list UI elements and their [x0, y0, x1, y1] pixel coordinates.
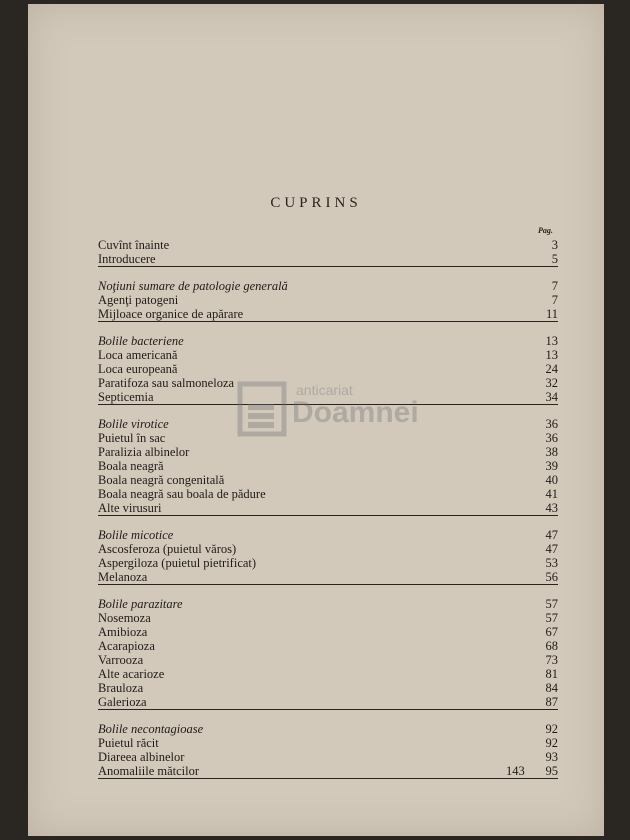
toc-entry-page: 38: [545, 445, 558, 459]
toc-entry-page: 57: [545, 597, 558, 611]
toc-entry-label: Puietul răcit: [98, 736, 159, 750]
toc-entry-page: 39: [545, 459, 558, 473]
toc-entry-label: Anomaliile mătcilor: [98, 764, 200, 778]
section-gap: [98, 585, 558, 597]
toc-section: [98, 417, 558, 516]
toc-chapter-heading: [98, 334, 558, 348]
toc-entry: [98, 681, 558, 695]
toc-entry: [98, 293, 558, 307]
toc-entry-page: 87: [545, 695, 558, 709]
toc-entry: [98, 459, 558, 473]
toc-entry-page: 92: [545, 722, 558, 736]
toc-entry: [98, 501, 558, 516]
toc-entry-page: 24: [545, 362, 558, 376]
toc-entry: [98, 445, 558, 459]
toc-entry-label: Bolile bacteriene: [98, 334, 184, 348]
toc-section: [98, 722, 558, 779]
section-gap: [98, 267, 558, 279]
toc-entry: [98, 736, 558, 750]
toc-section: [98, 334, 558, 405]
toc-entry-label: Mijloace organice de apărare: [98, 307, 244, 321]
toc-entry-label: Aspergiloza (puietul pietrificat): [98, 556, 257, 570]
toc-entry-page: 53: [545, 556, 558, 570]
toc-entry-label: Bolile micotice: [98, 528, 174, 542]
toc-entry-label: Boala neagră congenitală: [98, 473, 225, 487]
toc-entry-label: Loca americană: [98, 348, 178, 362]
toc-entry-page: 41: [545, 487, 558, 501]
toc-entry-label: Brauloza: [98, 681, 144, 695]
toc-entry-label: Varrooza: [98, 653, 144, 667]
toc-chapter-heading: [98, 597, 558, 611]
toc-entry-page: 36: [545, 417, 558, 431]
toc-entry: [98, 556, 558, 570]
toc-entry-page: 34: [545, 390, 558, 404]
toc-entry-page: 57: [545, 611, 558, 625]
toc-entry-page: 3: [551, 238, 558, 252]
toc-entry-label: Septicemia: [98, 390, 154, 404]
toc-entry: [98, 667, 558, 681]
toc-entry-page: 56: [545, 570, 558, 584]
toc-entry-page: 40: [545, 473, 558, 487]
toc-entry-label: Introducere: [98, 252, 156, 266]
toc-entry: [98, 487, 558, 501]
toc-entry-label: Noţiuni sumare de patologie generală: [98, 279, 288, 293]
toc-entry-page: 47: [545, 542, 558, 556]
toc-entry: [98, 252, 558, 267]
toc-entry-page: 81: [545, 667, 558, 681]
toc-entry-page: 84: [545, 681, 558, 695]
toc-entry-label: Nosemoza: [98, 611, 151, 625]
book-page: [28, 4, 604, 836]
toc-entry: [98, 611, 558, 625]
section-gap: [98, 405, 558, 417]
table-of-contents: [98, 238, 558, 779]
toc-entry-page: 92: [545, 736, 558, 750]
section-gap: [98, 710, 558, 722]
toc-entry-label: Galerioza: [98, 695, 147, 709]
toc-entry-label: Melanoza: [98, 570, 148, 584]
toc-entry-page: 68: [545, 639, 558, 653]
toc-entry-label: Diareea albinelor: [98, 750, 185, 764]
toc-entry: [98, 238, 558, 252]
toc-entry-label: Agenţi patogeni: [98, 293, 179, 307]
toc-entry-label: Loca europeană: [98, 362, 178, 376]
toc-entry-page: 5: [551, 252, 558, 266]
section-gap: [98, 322, 558, 334]
toc-entry-page: 95: [545, 764, 558, 778]
toc-entry-page: 47: [545, 528, 558, 542]
toc-section: [98, 597, 558, 710]
toc-entry-label: Cuvînt înainte: [98, 238, 170, 252]
toc-entry: [98, 348, 558, 362]
toc-entry-label: Paralizia albinelor: [98, 445, 190, 459]
toc-entry-page: 43: [545, 501, 558, 515]
toc-entry-label: Boala neagră sau boala de pădure: [98, 487, 266, 501]
toc-entry: [98, 376, 558, 390]
toc-entry: [98, 625, 558, 639]
toc-section: [98, 238, 558, 267]
toc-entry: [98, 390, 558, 405]
toc-section: [98, 279, 558, 322]
section-gap: [98, 516, 558, 528]
toc-entry: [98, 750, 558, 764]
toc-entry-label: Bolile parazitare: [98, 597, 183, 611]
toc-entry: [98, 431, 558, 445]
toc-chapter-heading: [98, 722, 558, 736]
toc-chapter-heading: [98, 528, 558, 542]
toc-entry-page: 36: [545, 431, 558, 445]
watermark-big-text: Doamnei: [292, 396, 419, 429]
toc-entry-label: Puietul în sac: [98, 431, 166, 445]
toc-entry-label: Bolile necontagioase: [98, 722, 204, 736]
toc-entry: [98, 473, 558, 487]
toc-entry: [98, 570, 558, 585]
toc-entry-page: 13: [545, 334, 558, 348]
toc-entry-page: 7: [551, 279, 558, 293]
watermark-small-text: anticariat: [296, 382, 353, 398]
toc-section: [98, 528, 558, 585]
page-title: CUPRINS: [270, 195, 362, 211]
toc-entry: [98, 764, 558, 779]
toc-entry-label: Amibioza: [98, 625, 148, 639]
toc-entry-page: 73: [545, 653, 558, 667]
toc-entry-page: 7: [551, 293, 558, 307]
toc-entry: [98, 542, 558, 556]
toc-entry-page: 11: [545, 307, 558, 321]
toc-entry: [98, 639, 558, 653]
toc-entry: [98, 653, 558, 667]
page-number: 143: [506, 764, 525, 778]
toc-entry-label: Ascosferoza (puietul văros): [98, 542, 237, 556]
page-column-header: Pag.: [538, 226, 553, 235]
toc-entry-label: Acarapioza: [98, 639, 155, 653]
toc-entry-label: Alte acarioze: [98, 667, 165, 681]
toc-chapter-heading: [98, 417, 558, 431]
toc-entry-page: 67: [545, 625, 558, 639]
toc-entry: [98, 307, 558, 322]
toc-entry-page: 93: [545, 750, 558, 764]
toc-entry-label: Paratifoza sau salmoneloza: [98, 376, 235, 390]
toc-entry: [98, 362, 558, 376]
toc-chapter-heading: [98, 279, 558, 293]
toc-entry-page: 13: [545, 348, 558, 362]
toc-entry-label: Bolile virotice: [98, 417, 169, 431]
toc-entry-label: Alte virusuri: [98, 501, 162, 515]
toc-entry-page: 32: [545, 376, 558, 390]
toc-entry-label: Boala neagră: [98, 459, 164, 473]
toc-entry: [98, 695, 558, 710]
